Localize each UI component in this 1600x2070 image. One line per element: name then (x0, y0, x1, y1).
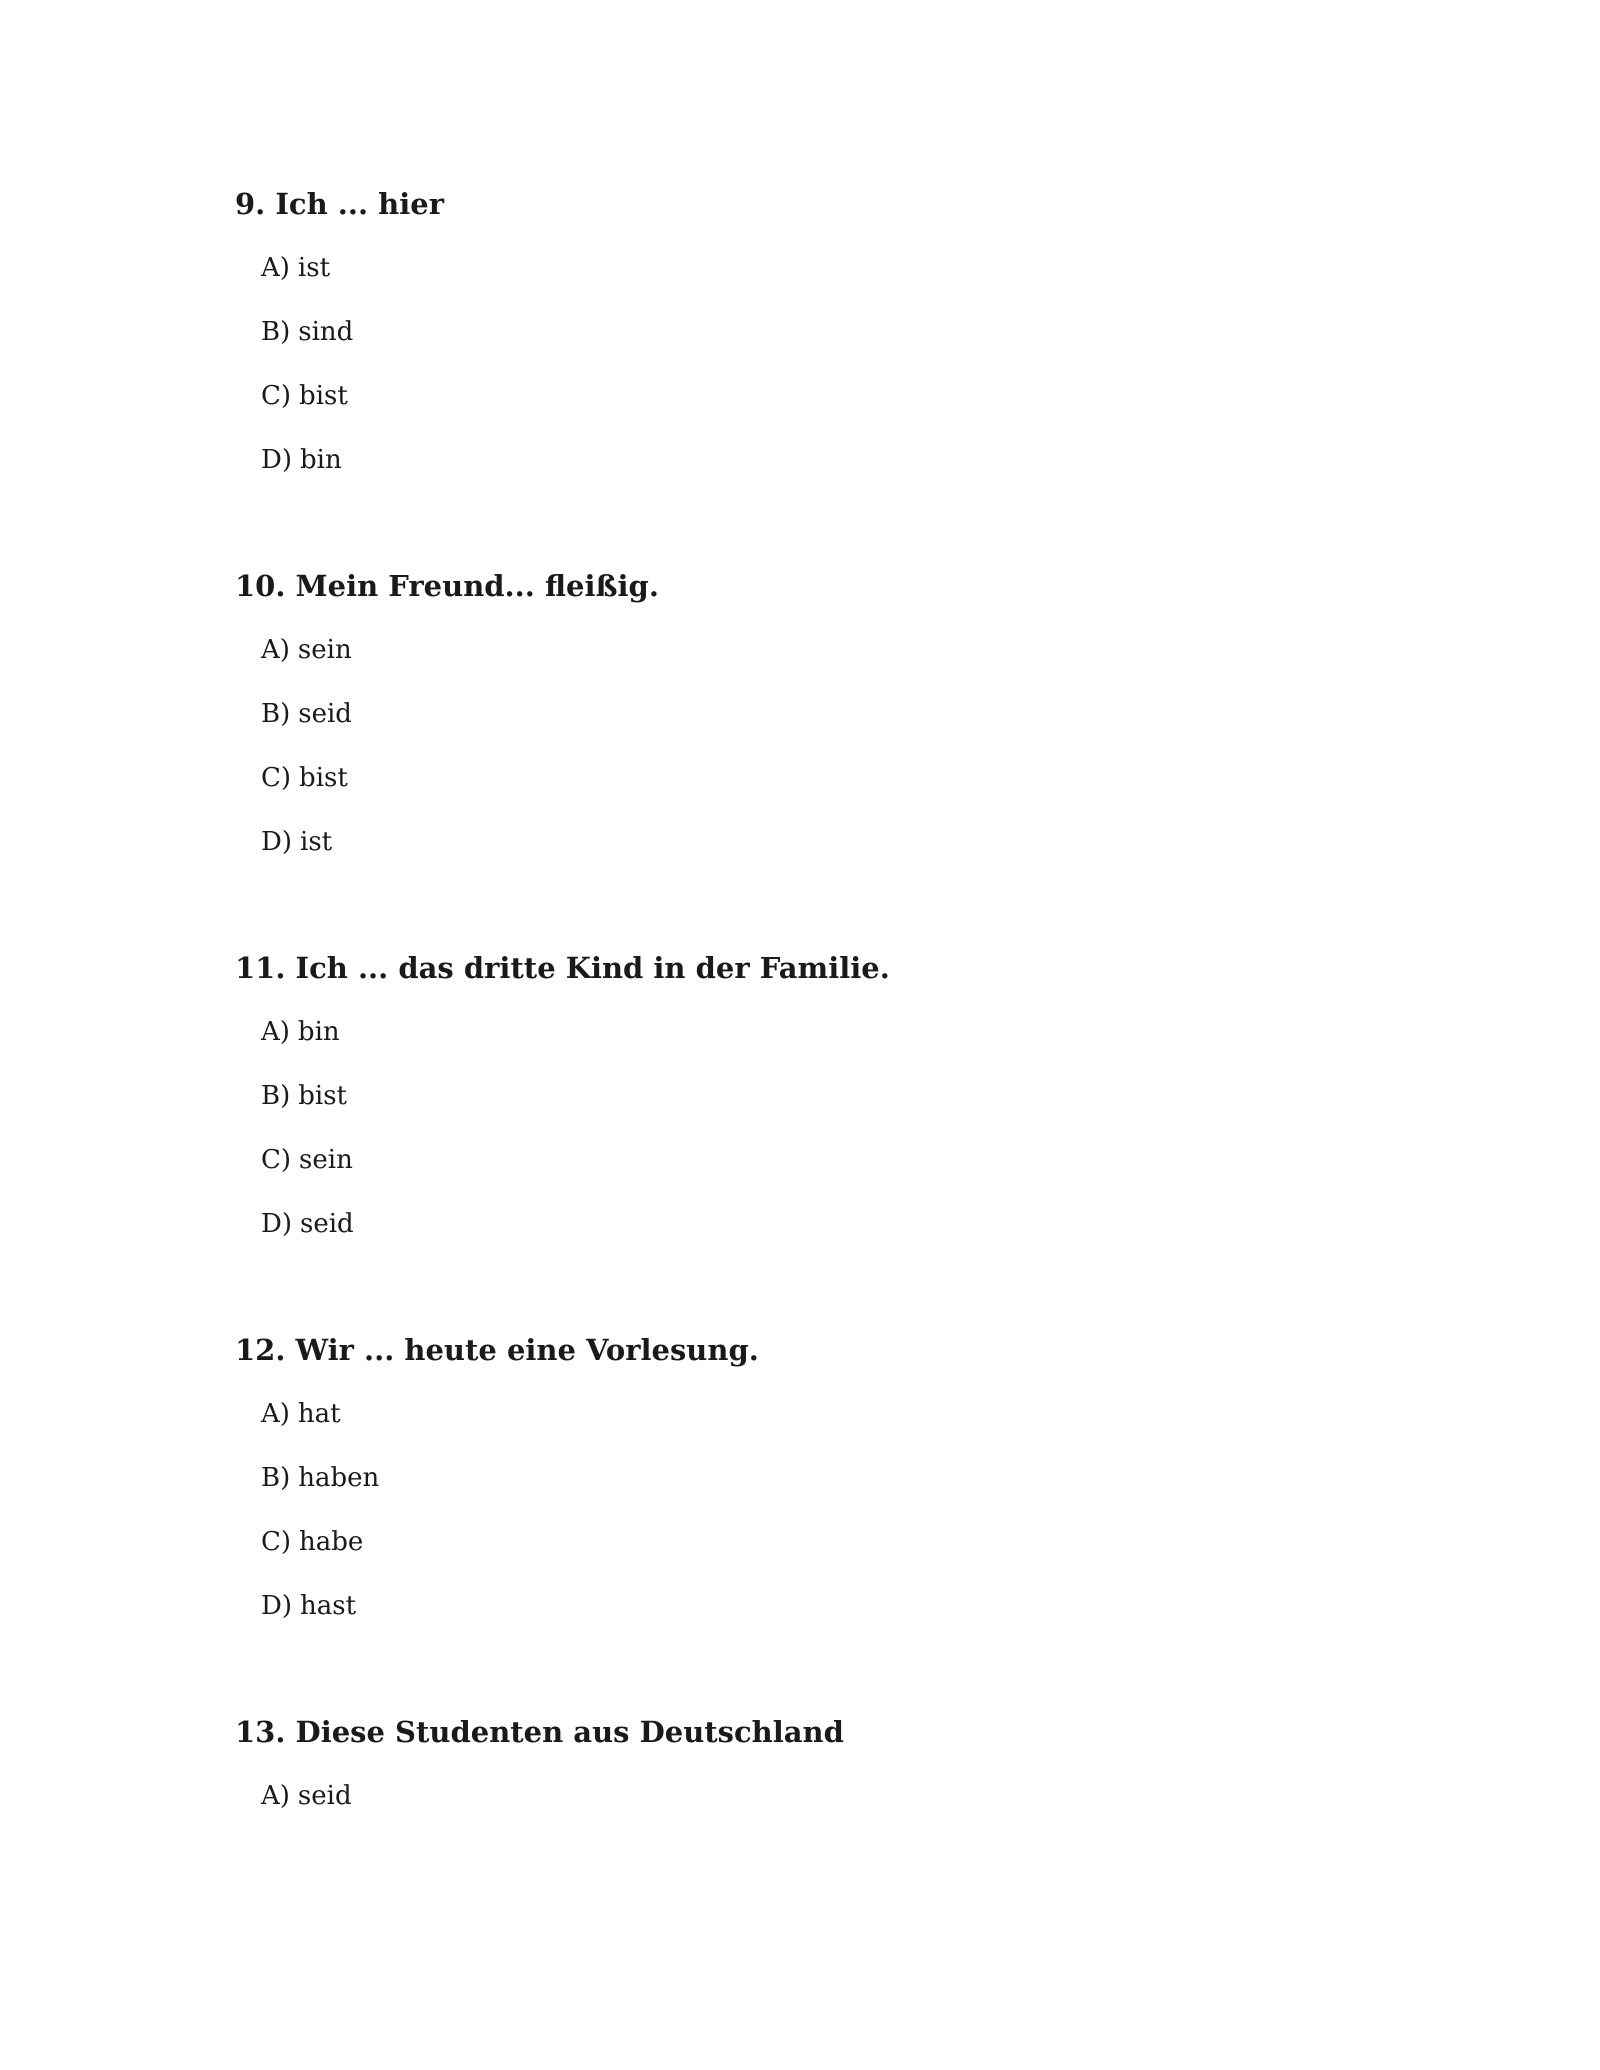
option-text: haben (298, 1463, 380, 1493)
option-text: bist (298, 1081, 347, 1111)
option-list (235, 252, 1435, 476)
option-text: bist (299, 381, 348, 411)
option-letter: C) (261, 381, 292, 411)
option-b (261, 316, 1435, 348)
option-c (261, 1144, 1435, 1176)
option-letter: C) (261, 1527, 292, 1557)
question-13 (235, 1714, 1435, 1812)
question-text: 11. Ich ... das dritte Kind in der Familie. (235, 951, 890, 985)
option-text: sind (298, 317, 354, 347)
option-a (261, 1780, 1435, 1812)
option-letter: C) (261, 1145, 292, 1175)
option-text: bin (297, 1017, 340, 1047)
option-text: seid (300, 1209, 354, 1239)
option-a (261, 252, 1435, 284)
option-c (261, 1526, 1435, 1558)
option-a (261, 1398, 1435, 1430)
option-text: hast (300, 1591, 357, 1621)
question-text: 12. Wir ... heute eine Vorlesung. (235, 1333, 759, 1367)
option-d (261, 1590, 1435, 1622)
option-list (235, 1398, 1435, 1622)
option-letter: D) (261, 1209, 292, 1239)
option-a (261, 634, 1435, 666)
option-letter: A) (261, 635, 290, 665)
option-letter: B) (261, 699, 291, 729)
option-letter: A) (261, 1399, 290, 1429)
option-d (261, 444, 1435, 476)
option-b (261, 1462, 1435, 1494)
option-text: bist (299, 763, 348, 793)
option-text: ist (297, 253, 331, 283)
option-list (235, 1016, 1435, 1240)
option-letter: B) (261, 1081, 291, 1111)
option-letter: C) (261, 763, 292, 793)
question-text: 9. Ich ... hier (235, 187, 444, 221)
option-letter: A) (261, 253, 290, 283)
option-text: bin (300, 445, 342, 475)
question-9 (235, 186, 1435, 476)
option-letter: A) (261, 1017, 290, 1047)
option-c (261, 380, 1435, 412)
option-text: ist (300, 827, 333, 857)
option-letter: D) (261, 445, 292, 475)
option-list (235, 634, 1435, 858)
option-text: sein (299, 1145, 353, 1175)
option-a (261, 1016, 1435, 1048)
option-b (261, 1080, 1435, 1112)
option-c (261, 762, 1435, 794)
option-letter: D) (261, 827, 292, 857)
option-letter: B) (261, 317, 291, 347)
question-11 (235, 950, 1435, 1240)
option-text: habe (299, 1527, 364, 1557)
option-text: seid (297, 1781, 352, 1811)
question-text: 13. Diese Studenten aus Deutschland (235, 1715, 844, 1749)
option-text: hat (297, 1399, 341, 1429)
option-b (261, 698, 1435, 730)
option-list (235, 1780, 1435, 1812)
option-d (261, 826, 1435, 858)
option-letter: D) (261, 1591, 292, 1621)
option-letter: B) (261, 1463, 291, 1493)
question-12 (235, 1332, 1435, 1622)
option-d (261, 1208, 1435, 1240)
option-text: seid (298, 699, 352, 729)
option-letter: A) (261, 1781, 290, 1811)
question-10 (235, 568, 1435, 858)
question-text: 10. Mein Freund... fleißig. (235, 569, 659, 603)
option-text: sein (297, 635, 352, 665)
